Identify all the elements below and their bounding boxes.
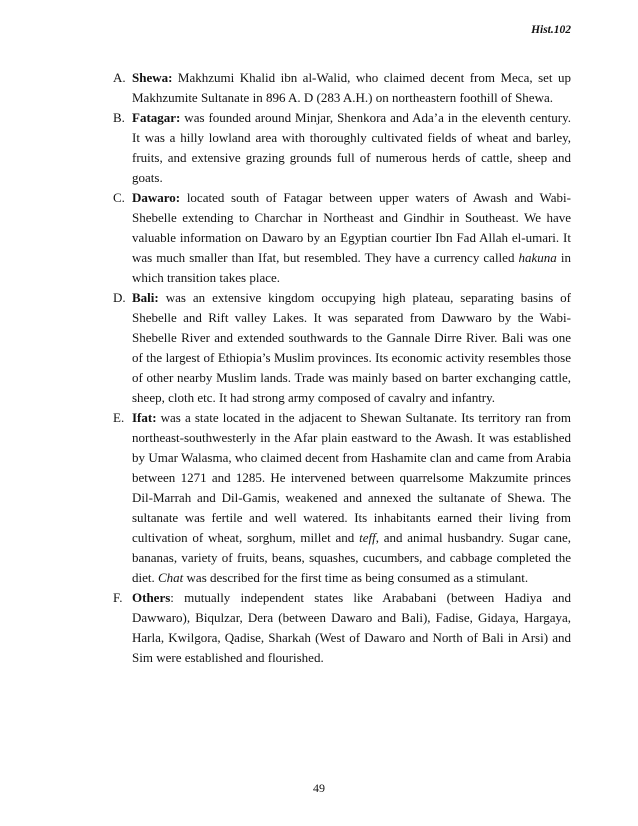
- list-marker: A.: [113, 70, 126, 85]
- list-text: [132, 588, 571, 668]
- list-lead: Others: [132, 590, 171, 605]
- list-body: located south of Fatagar between upper waters of Awash and Wabi-Shebelle extending to Charchar in Northeast and Gindhir in Southeast. We have valuable information on Dawaro by an Egyptian courtier Ibn Fad Allah el-umari. It was much smaller than Ifat, but resembled. They have a currency called hakuna in which transition takes place.: [132, 190, 571, 285]
- list-text: [132, 288, 571, 408]
- list-item-shewa: [113, 68, 571, 108]
- list-item-dawaro: [113, 188, 571, 288]
- list-lead: Fatagar:: [132, 110, 181, 125]
- document-body: [113, 68, 571, 668]
- page-number: 49: [313, 781, 325, 795]
- list-lead: Shewa:: [132, 70, 173, 85]
- list-item-bali: [113, 288, 571, 408]
- list-body: was founded around Minjar, Shenkora and Ada’a in the eleventh century. It was a hilly lowland area with thoroughly cultivated fields of wheat and barley, fruits, and extensive grazing grounds full of numerous herds of cattle, sheep and goats.: [132, 110, 571, 185]
- list-marker: C.: [113, 190, 125, 205]
- list-marker: D.: [113, 290, 126, 305]
- list-lead: Dawaro:: [132, 190, 181, 205]
- list-marker: F.: [113, 590, 123, 605]
- list-text: [132, 408, 571, 588]
- list-body: was a state located in the adjacent to Shewan Sultanate. Its territory ran from northeast-southwesterly in the Afar plain eastward to the Awash. It was established by Umar Walasma, who claimed decent from Hashamite clan and came from Arabia between 1271 and 1285. He intervened between quarrelsome Makzumite princes Dil-Marrah and Dil-Gamis, weakened and annexed the sultanate of Shewa. The sultanate was fertile and well watered. Its inhabitants earned their living from cultivation of wheat, sorghum, millet and teff, and animal husbandry. Sugar cane, bananas, variety of fruits, beans, squashes, cucumbers, and cabbage completed the diet. Chat was described for the first time as being consumed as a stimulant.: [132, 410, 571, 585]
- list-item-ifat: [113, 408, 571, 588]
- list-lead: Bali:: [132, 290, 159, 305]
- page-header: Hist.102: [531, 24, 571, 36]
- list-item-others: [113, 588, 571, 668]
- list-text: [132, 68, 571, 108]
- list-body: : mutually independent states like Arababani (between Hadiya and Dawwaro), Biqulzar, Dera (between Dawaro and Bali), Fadise, Gidaya, Hargaya, Harla, Kwilgora, Qadise, Sharkah (West of Dawaro and North of Bali in Arsi) and Sim were established and flourished.: [132, 590, 571, 665]
- list-lead: Ifat:: [132, 410, 157, 425]
- list-marker: B.: [113, 110, 125, 125]
- list-text: [132, 188, 571, 288]
- list-body: was an extensive kingdom occupying high plateau, separating basins of Shebelle and Rift valley Lakes. It was separated from Dawwaro by the Wabi-Shebelle River and extended southwards to the Gannale Dirre River. Bali was one of the largest of Ethiopia’s Muslim provinces. Its economic activity resembles those of other nearby Muslim lands. Trade was mainly based on barter exchanging cattle, sheep, cloth etc. It had strong army composed of cavalry and infantry.: [132, 290, 571, 405]
- list-item-fatagar: [113, 108, 571, 188]
- list-text: [132, 108, 571, 188]
- list-marker: E.: [113, 410, 125, 425]
- list-body: Makhzumi Khalid ibn al-Walid, who claimed decent from Meca, set up Makhzumite Sultanate in 896 A. D (283 A.H.) on northeastern foothill of Shewa.: [132, 70, 571, 105]
